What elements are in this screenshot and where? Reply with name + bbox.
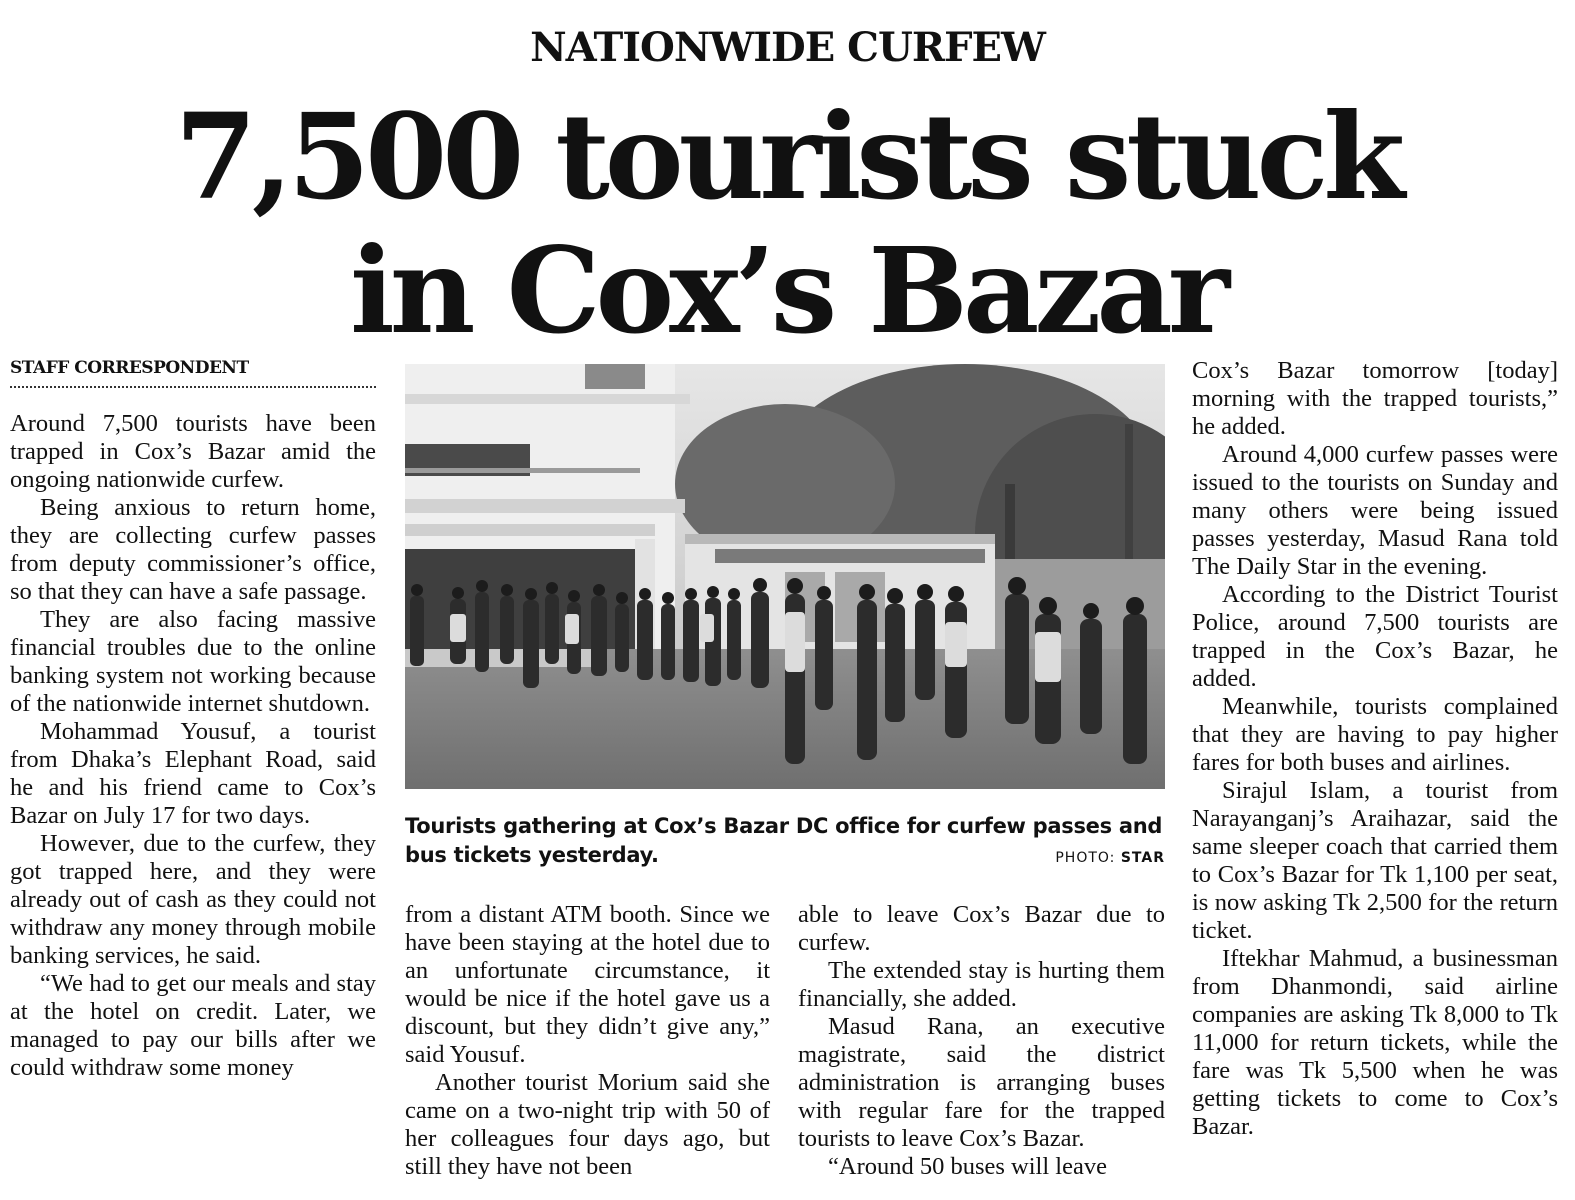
photo-caption: Tourists gathering at Cox’s Bazar DC office for curfew passes and bus tickets yesterday. — [405, 814, 1163, 867]
article-column-1 — [10, 410, 376, 1082]
paragraph: from a distant ATM booth. Since we have been staying at the hotel due to an unfortunate circumstance, it would be nice if the hotel gave us a discount, but they didn’t give any,” said Yousuf. — [405, 901, 770, 1068]
paragraph: They are also facing massive financial troubles due to the online banking system not working because of the nationwide internet shutdown. — [10, 606, 376, 717]
headline — [0, 87, 1575, 360]
paragraph: Cox’s Bazar tomorrow [today] morning with the trapped tourists,” he added. — [1192, 357, 1558, 440]
paragraph: able to leave Cox’s Bazar due to curfew. — [798, 901, 1165, 956]
kicker: NATIONWIDE CURFEW — [530, 24, 1045, 71]
paragraph: The extended stay is hurting them financially, she added. — [798, 957, 1165, 1012]
paragraph: According to the District Tourist Police, around 7,500 tourists are trapped in the Cox’s Bazar, he added. — [1192, 581, 1558, 692]
paragraph: Masud Rana, an executive magistrate, said the district administration is arranging buses with regular fare for the trapped tourists to leave Cox’s Bazar. — [798, 1013, 1165, 1152]
headline-line-1: 7,500 tourists stuck — [174, 87, 1401, 226]
photo-illustration — [405, 364, 1165, 789]
news-photo — [405, 364, 1165, 789]
photo-credit-source: STAR — [1120, 850, 1165, 866]
paragraph: “We had to get our meals and stay at the hotel on credit. Later, we managed to pay our bills after we could withdraw some money — [10, 970, 376, 1081]
paragraph: Meanwhile, tourists complained that they are having to pay higher fares for both buses and airlines. — [1192, 693, 1558, 776]
article-column-2 — [405, 901, 770, 1181]
paragraph: Being anxious to return home, they are collecting curfew passes from deputy commissioner’s office, so that they can have a safe passage. — [10, 494, 376, 605]
photo-credit-label: PHOTO: — [1055, 850, 1116, 866]
paragraph: Sirajul Islam, a tourist from Narayanganj’s Araihazar, said the same sleeper coach that carried them to Cox’s Bazar for Tk 1,100 per seat, is now asking Tk 2,500 for the return ticket. — [1192, 777, 1558, 944]
paragraph: Mohammad Yousuf, a tourist from Dhaka’s Elephant Road, said he and his friend came to Cox’s Bazar on July 17 for two days. — [10, 718, 376, 829]
paragraph: Around 4,000 curfew passes were issued to the tourists on Sunday and many others were being issued passes yesterday, Masud Rana told The Daily Star in the evening. — [1192, 441, 1558, 580]
paragraph: Around 7,500 tourists have been trapped in Cox’s Bazar amid the ongoing nationwide curfew. — [10, 410, 376, 493]
headline-line-2: in Cox’s Bazar — [349, 221, 1226, 360]
byline: STAFF CORRESPONDENT — [10, 358, 376, 388]
paragraph: However, due to the curfew, they got trapped here, and they were already out of cash as they could not withdraw any money through mobile banking services, he said. — [10, 830, 376, 969]
paragraph: Iftekhar Mahmud, a businessman from Dhanmondi, said airline companies are asking Tk 8,000 to Tk 11,000 for return tickets, while the fare was Tk 5,500 when he was getting tickets to come to Cox’s Bazar. — [1192, 945, 1558, 1140]
article-column-4 — [1192, 357, 1558, 1141]
article-column-3 — [798, 901, 1165, 1181]
paragraph: Another tourist Morium said she came on a two-night trip with 50 of her colleagues four days ago, but still they have not been — [405, 1069, 770, 1180]
paragraph: “Around 50 buses will leave — [828, 1153, 1107, 1180]
photo-credit — [940, 850, 1165, 866]
